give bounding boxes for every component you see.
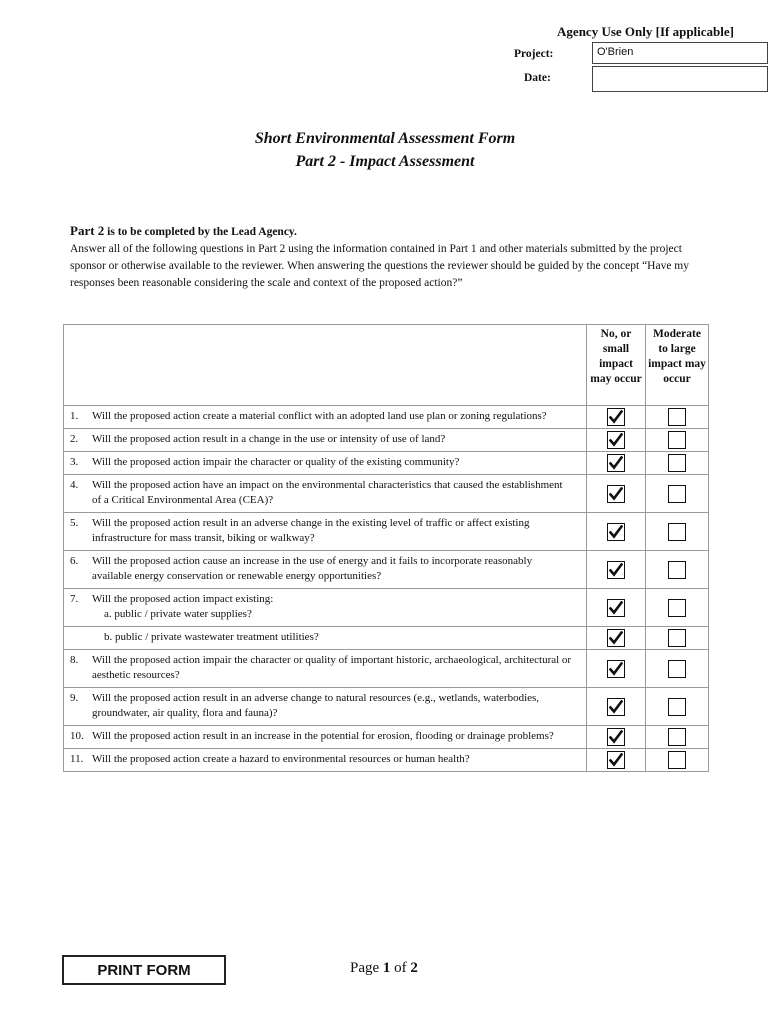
moderate-impact-checkbox[interactable]	[668, 431, 686, 449]
question-sub-text: b. public / private wastewater treatment utilities?	[104, 631, 319, 643]
no-small-impact-checkbox[interactable]	[607, 523, 625, 541]
moderate-impact-checkbox[interactable]	[668, 561, 686, 579]
question-text: Will the proposed action result in an adverse change in the existing level of traffic or affect existing infrastructure for mass transit, biking or walkway?	[92, 517, 530, 544]
question-text: Will the proposed action impair the character or quality of important historic, archaeological, architectural or aesthetic resources?	[92, 654, 572, 681]
question-text: Will the proposed action result in an increase in the potential for erosion, flooding or drainage problems?	[92, 730, 554, 742]
date-label: Date:	[524, 72, 551, 84]
question-number: 6.	[70, 555, 79, 567]
question-number: 4.	[70, 479, 79, 491]
question-text: Will the proposed action create a hazard to environmental resources or human health?	[92, 753, 470, 765]
no-small-impact-checkbox[interactable]	[607, 408, 625, 426]
question-row	[64, 513, 709, 551]
check-icon	[609, 753, 623, 767]
checkbox-cell	[587, 429, 646, 452]
check-icon	[609, 456, 623, 470]
question-number: 1.	[70, 410, 79, 422]
question-row	[64, 452, 709, 475]
moderate-impact-checkbox[interactable]	[668, 728, 686, 746]
moderate-impact-checkbox[interactable]	[668, 408, 686, 426]
moderate-impact-checkbox[interactable]	[668, 660, 686, 678]
agency-use-title: Agency Use Only [If applicable]	[557, 24, 734, 39]
question-row	[64, 726, 709, 749]
question-cell	[64, 589, 587, 627]
moderate-impact-checkbox[interactable]	[668, 485, 686, 503]
moderate-impact-checkbox[interactable]	[668, 454, 686, 472]
question-text: Will the proposed action impair the character or quality of the existing community?	[92, 456, 460, 468]
question-text: Will the proposed action create a material conflict with an adopted land use plan or zoning regulations?	[92, 410, 547, 422]
question-number: 5.	[70, 517, 79, 529]
question-row	[64, 688, 709, 726]
impact-table	[63, 324, 709, 772]
question-sub-text: a. public / private water supplies?	[104, 608, 252, 620]
question-text: Will the proposed action cause an increase in the use of energy and it fails to incorporate reasonably available energy conservation or renewable energy opportunities?	[92, 555, 533, 582]
question-cell	[64, 650, 587, 688]
question-cell	[64, 429, 587, 452]
check-icon	[609, 487, 623, 501]
no-small-impact-checkbox[interactable]	[607, 561, 625, 579]
question-cell	[64, 406, 587, 429]
form-subtitle: Part 2 - Impact Assessment	[295, 153, 475, 170]
page-number	[350, 960, 418, 977]
check-icon	[609, 433, 623, 447]
checkbox-cell	[646, 406, 709, 429]
checkbox-cell	[646, 429, 709, 452]
question-cell	[64, 749, 587, 772]
question-number: 8.	[70, 654, 79, 666]
header-question-cell	[64, 325, 587, 406]
page-current: 1	[382, 960, 391, 976]
moderate-impact-checkbox[interactable]	[668, 523, 686, 541]
no-small-impact-checkbox[interactable]	[607, 698, 625, 716]
page-mid: of	[390, 960, 411, 976]
check-icon	[609, 410, 623, 424]
question-row	[64, 749, 709, 772]
question-cell	[64, 475, 587, 513]
check-icon	[609, 563, 623, 577]
check-icon	[609, 700, 623, 714]
checkbox-cell	[587, 627, 646, 650]
checkbox-cell	[587, 726, 646, 749]
date-input[interactable]	[592, 66, 768, 92]
checkbox-cell	[646, 650, 709, 688]
question-cell	[64, 726, 587, 749]
question-row	[64, 650, 709, 688]
checkbox-cell	[646, 627, 709, 650]
question-cell	[64, 688, 587, 726]
page-total: 2	[410, 960, 418, 976]
no-small-impact-checkbox[interactable]	[607, 660, 625, 678]
moderate-impact-checkbox[interactable]	[668, 751, 686, 769]
form-title: Short Environmental Assessment Form	[254, 130, 516, 147]
check-icon	[609, 601, 623, 615]
question-cell	[64, 627, 587, 650]
intro-body: Answer all of the following questions in Part 2 using the information contained in Part 1 and other materials submitted by the project sponsor or otherwise available to the reviewer. When answering the questions the reviewer should be guided by the concept “Have my responses been reasonable considering the scale and context of the proposed action?”	[70, 243, 690, 289]
question-number: 2.	[70, 433, 79, 445]
checkbox-cell	[587, 513, 646, 551]
question-row	[64, 589, 709, 627]
check-icon	[609, 525, 623, 539]
moderate-impact-checkbox[interactable]	[668, 599, 686, 617]
project-row	[374, 42, 734, 68]
checkbox-cell	[646, 551, 709, 589]
date-row	[374, 66, 734, 92]
moderate-impact-checkbox[interactable]	[668, 698, 686, 716]
checkbox-cell	[646, 452, 709, 475]
question-cell	[64, 551, 587, 589]
no-small-impact-checkbox[interactable]	[607, 728, 625, 746]
question-number: 3.	[70, 456, 79, 468]
question-number: 10.	[70, 730, 84, 742]
question-row	[64, 627, 709, 650]
checkbox-cell	[587, 475, 646, 513]
check-icon	[609, 631, 623, 645]
question-number: 11.	[70, 753, 84, 765]
project-label: Project:	[514, 48, 554, 60]
checkbox-cell	[646, 513, 709, 551]
checkbox-cell	[587, 589, 646, 627]
checkbox-cell	[646, 688, 709, 726]
question-cell	[64, 513, 587, 551]
intro-lead	[70, 222, 710, 241]
intro-lead-text: is to be completed by the Lead Agency.	[104, 226, 297, 238]
checkbox-cell	[646, 589, 709, 627]
no-small-impact-checkbox[interactable]	[607, 431, 625, 449]
no-small-impact-checkbox[interactable]	[607, 751, 625, 769]
question-text: Will the proposed action result in a change in the use or intensity of use of land?	[92, 433, 446, 445]
question-number: 7.	[70, 593, 79, 605]
question-text: Will the proposed action impact existing:	[92, 593, 274, 605]
checkbox-cell	[587, 650, 646, 688]
checkbox-cell	[646, 475, 709, 513]
checkbox-cell	[646, 726, 709, 749]
question-cell	[64, 452, 587, 475]
table-header-row	[64, 325, 709, 406]
intro-part-label: Part 2	[70, 223, 105, 238]
question-row	[64, 551, 709, 589]
question-text: Will the proposed action have an impact on the environmental characteristics that caused the establishment of a Critical Environmental Area (CEA)?	[92, 479, 563, 506]
question-row	[64, 429, 709, 452]
print-form-button[interactable]: PRINT FORM	[62, 955, 226, 985]
check-icon	[609, 662, 623, 676]
checkbox-cell	[587, 551, 646, 589]
checkbox-cell	[587, 406, 646, 429]
question-number: 9.	[70, 692, 79, 704]
checkbox-cell	[587, 452, 646, 475]
question-row	[64, 406, 709, 429]
question-text: Will the proposed action result in an adverse change to natural resources (e.g., wetlands, waterbodies, groundwater, air quality, flora and fauna)?	[92, 692, 540, 719]
no-small-impact-checkbox[interactable]	[607, 599, 625, 617]
intro-block	[70, 222, 710, 292]
page-prefix: Page	[350, 960, 383, 976]
checkbox-cell	[646, 749, 709, 772]
project-input[interactable]: O'Brien	[592, 42, 768, 64]
header-moderate: Moderate to large impact may occur	[646, 325, 709, 406]
no-small-impact-checkbox[interactable]	[607, 454, 625, 472]
checkbox-cell	[587, 749, 646, 772]
no-small-impact-checkbox[interactable]	[607, 629, 625, 647]
moderate-impact-checkbox[interactable]	[668, 629, 686, 647]
header-no-small: No, or small impact may occur	[587, 325, 646, 406]
check-icon	[609, 730, 623, 744]
no-small-impact-checkbox[interactable]	[607, 485, 625, 503]
question-row	[64, 475, 709, 513]
checkbox-cell	[587, 688, 646, 726]
